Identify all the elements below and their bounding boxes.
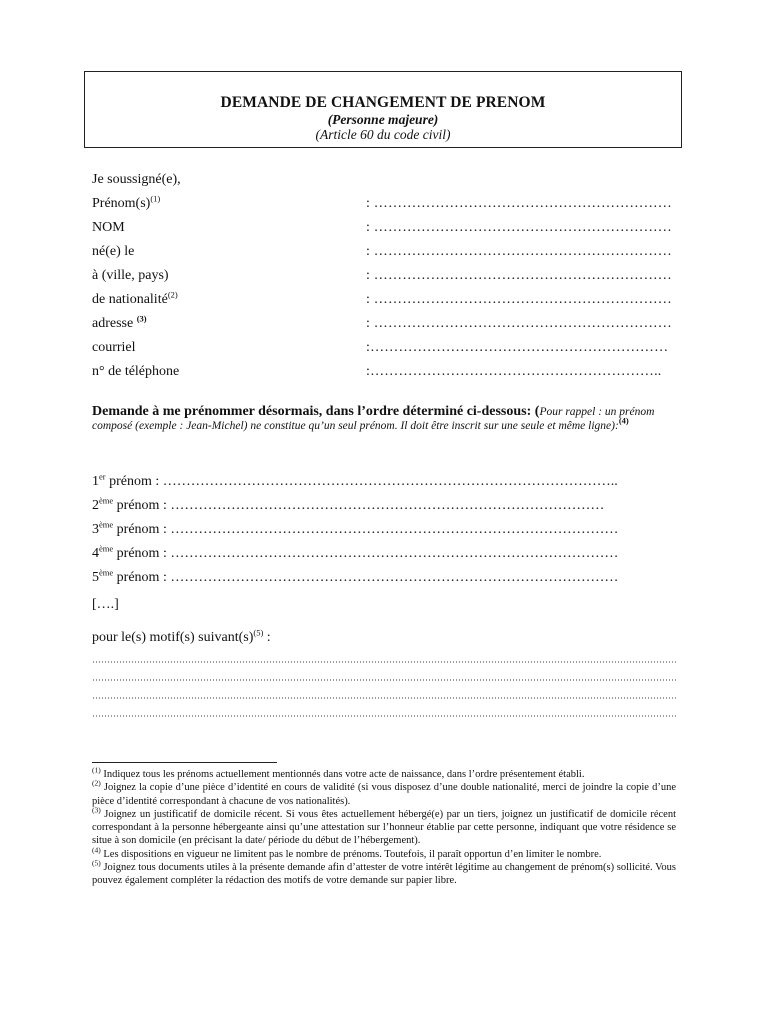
prenom-line-4[interactable]: 4ème prénom : …………………………………………………………………………………… [92,543,619,561]
prenom-line-1[interactable]: 1er prénom : …………………………………………………………………………………….. [92,471,618,489]
motif-fill-line[interactable] [92,661,676,663]
footnote-1: $^{(1)}$ Indiquez tous les prénoms actuellement mentionnés dans votre acte de naissance, dans l’ordre présentement établi. [92,765,585,780]
footnote-2: $^{(2)}$ Joignez la copie d’une pièce d’identité en cours de validité (si vous disposez d’une double nationalité, merci de joindre la copie d’une pièce d’identité correspondant à chacune de vos nationalités). [92,778,676,807]
motif-fill-line[interactable] [92,697,676,699]
demande-section: Demande à me prénommer désormais, dans l’ordre déterminé ci-dessous: (Pour rappel : un prénom composé (exemple : Jean-Michel) ne constitue qu’un seul prénom. Il doit être inscrit sur une seule et même ligne):$^{(4)}$ [92,404,655,432]
field-label: de nationalité$^{(2)}$ [92,289,178,307]
field-fill-line[interactable]: : ……………………………………………………… [366,244,672,259]
footnote-separator [92,762,277,763]
footnotes [92,765,676,888]
motif-label: pour le(s) motif(s) $suivant(s)^{(5)}$ : [92,627,271,645]
motif-fill-line[interactable] [92,679,676,681]
field-label: né(e) le [92,244,135,259]
field-label: $Prénom(s)^{(1)}$ [92,193,161,211]
field-label: adresse $^{(3)}$ [92,313,147,331]
document-title: DEMANDE DE CHANGEMENT DE PRENOM [220,94,546,111]
field-label: n° de téléphone [92,364,180,379]
field-fill-line[interactable]: : ……………………………………………………… [366,316,672,331]
field-fill-line[interactable]: : ……………………………………………………… [366,220,672,235]
field-fill-line[interactable]: : ……………………………………………………… [366,196,672,211]
more-prenoms-ellipsis: [….] [92,597,119,612]
prenom-line-2[interactable]: 2ème prénom : ………………………………………………………………………………… [92,495,605,513]
demande-heading: Demande à me prénommer désormais, dans l’ordre déterminé ci-dessous: [92,404,532,419]
field-fill-line[interactable]: :……………………………………………………… [366,340,669,355]
field-label: NOM [92,220,125,235]
field-fill-line[interactable]: : ……………………………………………………… [366,292,672,307]
demande-note: Pour rappel : un prénom composé (exemple : Jean-Michel) ne constitue qu’un seul prénom. Il doit être inscrit sur une seule et même ligne [92,406,655,432]
footnote-3: $^{(3)}$ Joignez un justificatif de domicile récent. Si vous êtes actuellement hébergé(e) par un tiers, joignez un justificatif de domicile récent correspondant à la personne hébergeante ainsi qu’une attestation sur l’honneur établie par cette personne, indiquant que votre résidence se situe à son domicile (en précisant la date/ période du début de l’hébergement). [92,805,676,847]
document-subtitle: (Personne majeure) [327,112,439,127]
footnote-5: $^{(5)}$ Joignez tous documents utiles à la présente demande afin d’attester de votre intérêt légitime au changement de prénom(s) sollicité. Vous pouvez également compléter la rédaction des motifs de votre demande sur papier libre. [92,858,676,887]
title-box [84,71,682,148]
prenom-line-3[interactable]: 3ème prénom : …………………………………………………………………………………… [92,519,619,537]
prenom-line-5[interactable]: 5ème prénom : …………………………………………………………………………………… [92,567,619,585]
intro-text: Je soussigné(e), [92,172,181,187]
field-fill-line[interactable]: : ……………………………………………………… [366,268,672,283]
field-label: à (ville, pays) [92,268,169,283]
field-fill-line[interactable]: :…………………………………………………….. [366,364,662,379]
field-label: courriel [92,340,136,355]
motif-fill-line[interactable] [92,715,676,717]
footnote-4: $^{(4)}$ Les dispositions en vigueur ne limitent pas le nombre de prénoms. Toutefois, il paraît opportun d’en limiter le nombre. [92,845,602,860]
document-article: (Article 60 du code civil) [315,127,451,142]
